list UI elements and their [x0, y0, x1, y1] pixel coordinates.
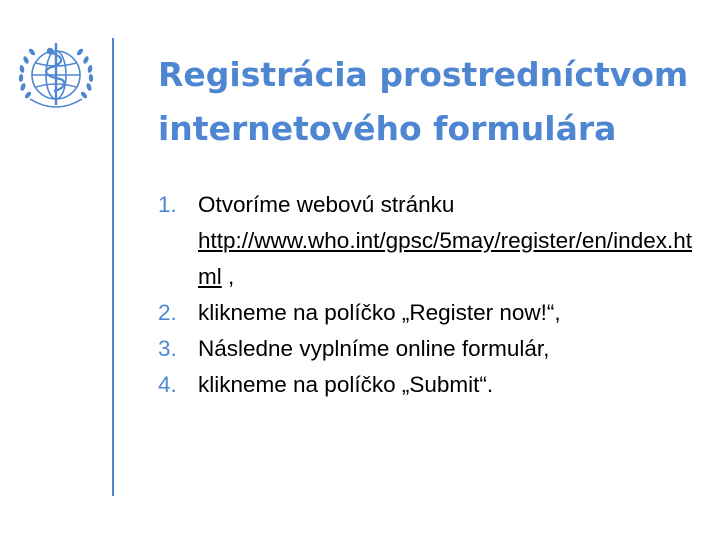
who-emblem-icon	[8, 35, 104, 117]
register-url-link[interactable]: http://www.who.int/gpsc/5may/register/en/index.html	[198, 228, 692, 289]
step-1	[158, 187, 703, 295]
step-2	[158, 295, 703, 331]
step-4	[158, 367, 703, 403]
step-number: 4.	[158, 372, 177, 397]
title-line-1: Registrácia prostredníctvom	[158, 55, 689, 94]
step-text: klikneme na políčko „Register now!“,	[198, 300, 561, 325]
step-text: Otvoríme webovú stránku	[198, 192, 455, 217]
slide-title	[158, 48, 703, 156]
step-text: Následne vyplníme online formulár,	[198, 336, 550, 361]
step-number: 3.	[158, 336, 177, 361]
step-3	[158, 331, 703, 367]
step-number: 1.	[158, 192, 177, 217]
vertical-divider	[112, 38, 114, 496]
step-suffix: ,	[221, 264, 235, 289]
step-text: klikneme na políčko „Submit“.	[198, 372, 494, 397]
step-number: 2.	[158, 300, 177, 325]
steps-list	[158, 187, 703, 403]
title-line-2: internetového formulára	[158, 109, 617, 148]
step-body	[198, 187, 703, 295]
